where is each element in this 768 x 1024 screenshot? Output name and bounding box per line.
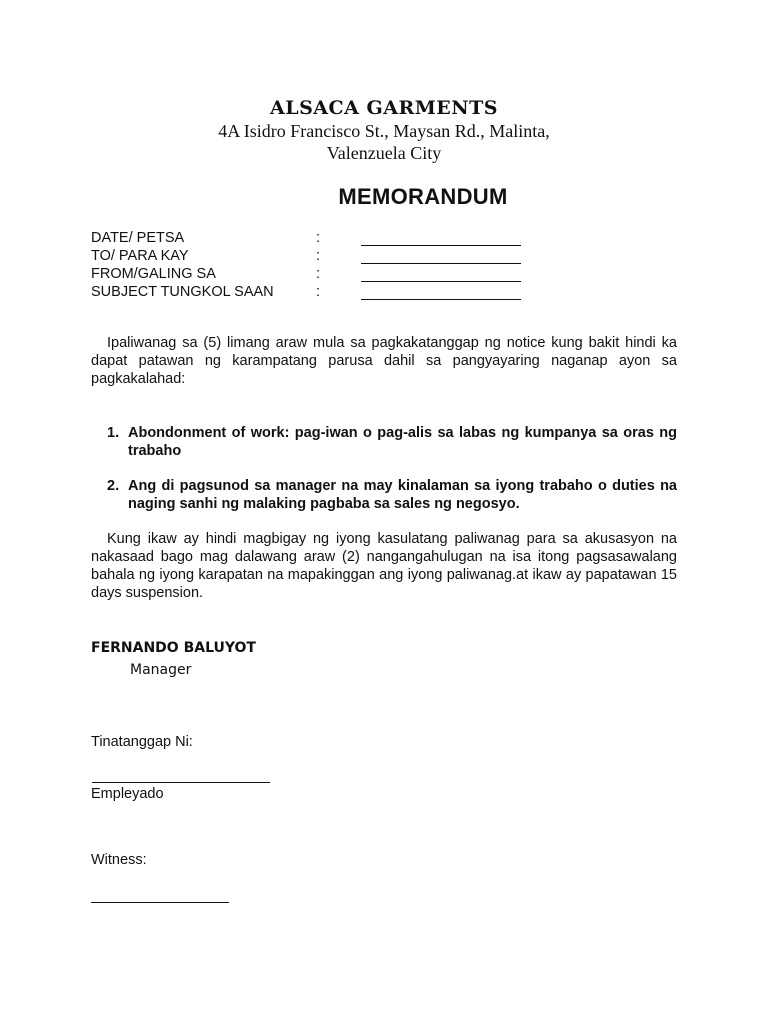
field-date-label: DATE/ PETSA [91,230,185,246]
field-date-blank[interactable] [361,245,521,246]
employee-label: Empleyado [91,786,164,802]
intro-paragraph: Ipaliwanag sa (5) limang araw mula sa pagkakatanggap ng notice kung bakit hindi ka dapat patawan ng karampatang parusa dahil sa pangyayaring naganap ayon sa pagkakalahad: [91,335,677,387]
received-by-label: Tinatanggap Ni: [91,734,193,750]
field-date-colon: : [316,230,321,246]
field-subject-colon: : [316,284,321,300]
company-address-line-2: Valenzuela City [326,143,442,163]
field-from [91,266,531,284]
list-item-number: 2. [107,478,120,494]
field-from-label: FROM/GALING SA [91,266,216,282]
company-name: ALSACA GARMENTS [269,97,499,119]
field-from-colon: : [316,266,321,282]
field-to-colon: : [316,248,321,264]
list-item-text: Abondonment of work: pag-iwan o pag-alis sa labas ng kumpanya sa oras ng trabaho [128,425,677,459]
field-to-label: TO/ PARA KAY [91,248,189,264]
witness-signature-line[interactable] [91,902,229,903]
signer-name: FERNANDO BALUYOT [91,640,256,656]
employee-signature-line[interactable] [92,782,270,783]
list-item [107,477,677,513]
list-item [107,424,677,460]
warning-paragraph: Kung ikaw ay hindi magbigay ng iyong kasulatang paliwanag para sa akusasyon na nakasaad bago mag dalawang araw (2) nangangahulugan na isa itong pagsasawalang bahala ng iyong karapatan na mapakinggan ang iyong paliwanag.at ikaw ay papatawan 15 days suspension. [91,531,677,601]
memo-title: MEMORANDUM [338,184,508,209]
signer-position: Manager [130,662,192,678]
field-date [91,230,531,248]
field-subject-label: SUBJECT TUNGKOL SAAN [91,284,274,300]
field-subject-blank[interactable] [361,299,521,300]
field-to-blank[interactable] [361,263,521,264]
field-from-blank[interactable] [361,281,521,282]
list-item-number: 1. [107,425,120,441]
field-subject [91,284,531,302]
company-address-line-1: 4A Isidro Francisco St., Maysan Rd., Malinta, [218,121,550,141]
witness-label: Witness: [91,852,147,868]
list-item-text: Ang di pagsunod sa manager na may kinalaman sa iyong trabaho o duties na naging sanhi ng malaking pagbaba sa sales ng negosyo. [128,478,677,512]
field-to [91,248,531,266]
